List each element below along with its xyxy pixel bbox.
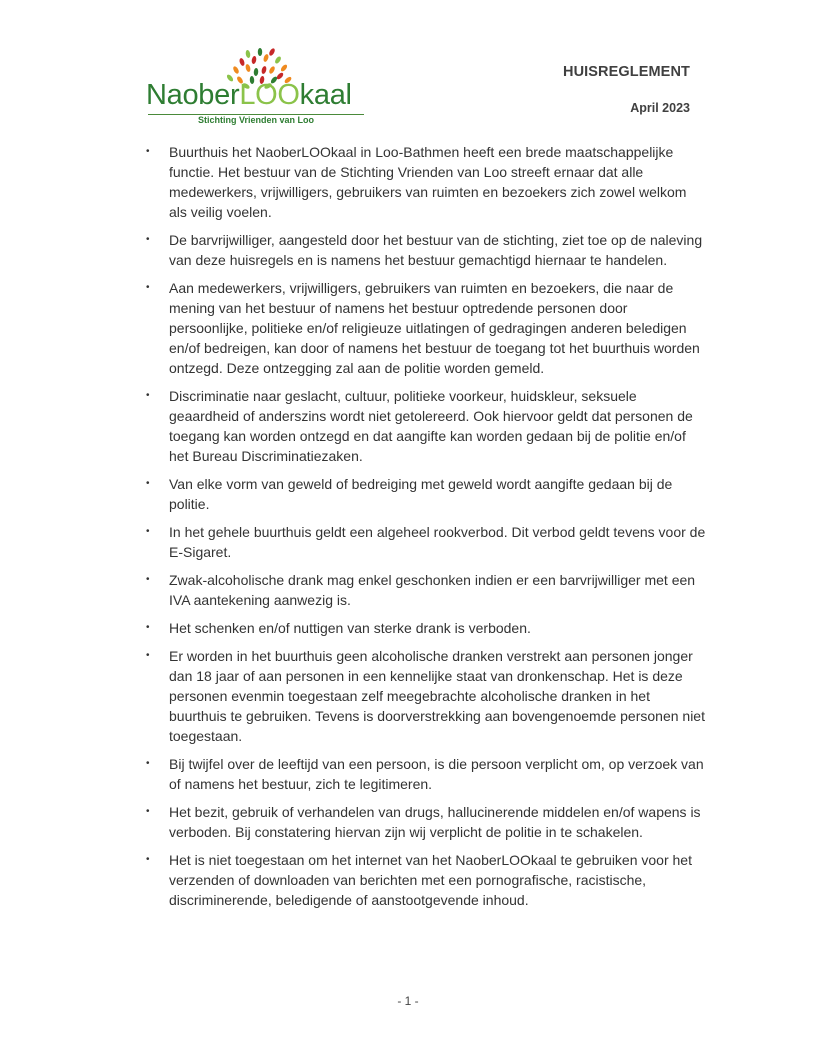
leaf-shape: [261, 66, 267, 75]
rule-text: Van elke vorm van geweld of bedreiging met geweld wordt aangifte gedaan bij de politie.: [169, 476, 673, 512]
rule-text: In het gehele buurthuis geldt een algeheel rookverbod. Dit verbod geldt tevens voor de E-Sigaret.: [169, 524, 706, 560]
rule-text: Discriminatie naar geslacht, cultuur, politieke voorkeur, huidskleur, seksuele geaardheid of anderszins wordt niet getolereerd. Ook hiervoor geldt dat personen de toegang kan worden ontzegd en dat aangifte kan worden gedaan bij de politie en/of het Bureau Discriminatiezaken.: [169, 388, 693, 464]
rule-item: [146, 850, 706, 910]
rule-item: [146, 386, 706, 466]
rule-item: [146, 474, 706, 514]
rule-item: [146, 618, 706, 638]
bullet-icon: •: [146, 758, 150, 769]
leaf-shape: [268, 48, 276, 57]
logo-wordmark-kaal: kaal: [299, 79, 352, 111]
rule-item: [146, 754, 706, 794]
rule-item: [146, 230, 706, 270]
bullet-icon: •: [146, 574, 150, 585]
rule-text: Aan medewerkers, vrijwilligers, gebruikers van ruimten en bezoekers, die naar de mening van het bestuur of namens het bestuur optredende personen door persoonlijke, politieke en/of religieuze uitlatingen of gedragingen anderen beledigen en/of bedreigen, kan door of namens het bestuur de toegang tot het buurthuis worden ontzegd. Deze ontzegging zal aan de politie worden gemeld.: [169, 280, 700, 376]
organization-logo: [146, 48, 368, 124]
bullet-icon: •: [146, 806, 150, 817]
rule-text: Het bezit, gebruik of verhandelen van drugs, hallucinerende middelen en/of wapens is verboden. Bij constatering hiervan zijn wij verplicht de politie in te schakelen.: [169, 804, 701, 840]
bullet-icon: •: [146, 622, 150, 633]
leaf-shape: [239, 57, 246, 66]
leaf-shape: [232, 65, 240, 74]
rule-text: Zwak-alcoholische drank mag enkel geschonken indien er een barvrijwilliger met een IVA aantekening aanwezig is.: [169, 572, 696, 608]
rule-item: [146, 646, 706, 746]
leaf-shape: [263, 53, 270, 62]
leaf-shape: [251, 56, 257, 65]
leaf-shape: [245, 50, 251, 59]
bullet-icon: •: [146, 650, 150, 661]
rule-item: [146, 570, 706, 610]
bullet-icon: •: [146, 478, 150, 489]
bullet-icon: •: [146, 854, 150, 865]
bullet-icon: •: [146, 526, 150, 537]
bullet-icon: •: [146, 282, 150, 293]
rule-text: De barvrijwilliger, aangesteld door het bestuur van de stichting, ziet toe op de naleving van deze huisregels en is namens het bestuur gemachtigd hiernaar te handelen.: [169, 232, 703, 268]
leaf-shape: [274, 55, 282, 64]
bullet-icon: •: [146, 234, 150, 245]
rule-item: [146, 522, 706, 562]
rule-item: [146, 142, 706, 222]
logo-wordmark: [146, 78, 352, 112]
rule-text: Buurthuis het NaoberLOOkaal in Loo-Bathmen heeft een brede maatschappelijke functie. Het bestuur van de Stichting Vrienden van Loo streeft ernaar dat alle medewerkers, vrijwilligers, gebruikers van ruimten en bezoekers zich zowel welkom als veilig voelen.: [169, 144, 687, 220]
bullet-icon: •: [146, 390, 150, 401]
leaf-shape: [245, 64, 251, 73]
page-number: - 1 -: [397, 994, 419, 1008]
document-date: April 2023: [630, 101, 690, 115]
rule-item: [146, 802, 706, 842]
rule-text: Het is niet toegestaan om het internet van het NaoberLOOkaal te gebruiken voor het verzenden of downloaden van berichten met een pornografische, racistische, discriminerende, beledigende of aanstootgevende inhoud.: [169, 852, 692, 908]
leaf-shape: [268, 65, 276, 74]
house-rules-list: [146, 142, 706, 918]
rule-text: Er worden in het buurthuis geen alcoholische dranken verstrekt aan personen jonger dan 18 jaar of aan personen in een kennelijke staat van dronkenschap. Het is deze personen evenmin toegestaan zelf meegebrachte alcoholische dranken in het buurthuis te gebruiken. Tevens is doorverstrekking aan bovengenoemde personen niet toegestaan.: [169, 648, 705, 744]
logo-wordmark-naober: Naober: [146, 79, 240, 111]
logo-tagline: Stichting Vrienden van Loo: [197, 115, 314, 125]
logo-wordmark-loo: LOO: [239, 79, 300, 111]
rule-text: Het schenken en/of nuttigen van sterke drank is verboden.: [169, 620, 531, 636]
rule-item: [146, 278, 706, 378]
rule-text: Bij twijfel over de leeftijd van een persoon, is die persoon verplicht om, op verzoek van of namens het bestuur, zich te legitimeren.: [169, 756, 704, 792]
document-title: HUISREGLEMENT: [563, 64, 690, 80]
bullet-icon: •: [146, 146, 150, 157]
leaf-shape: [280, 64, 289, 73]
leaf-shape: [258, 48, 262, 56]
leaf-shape: [253, 68, 258, 76]
